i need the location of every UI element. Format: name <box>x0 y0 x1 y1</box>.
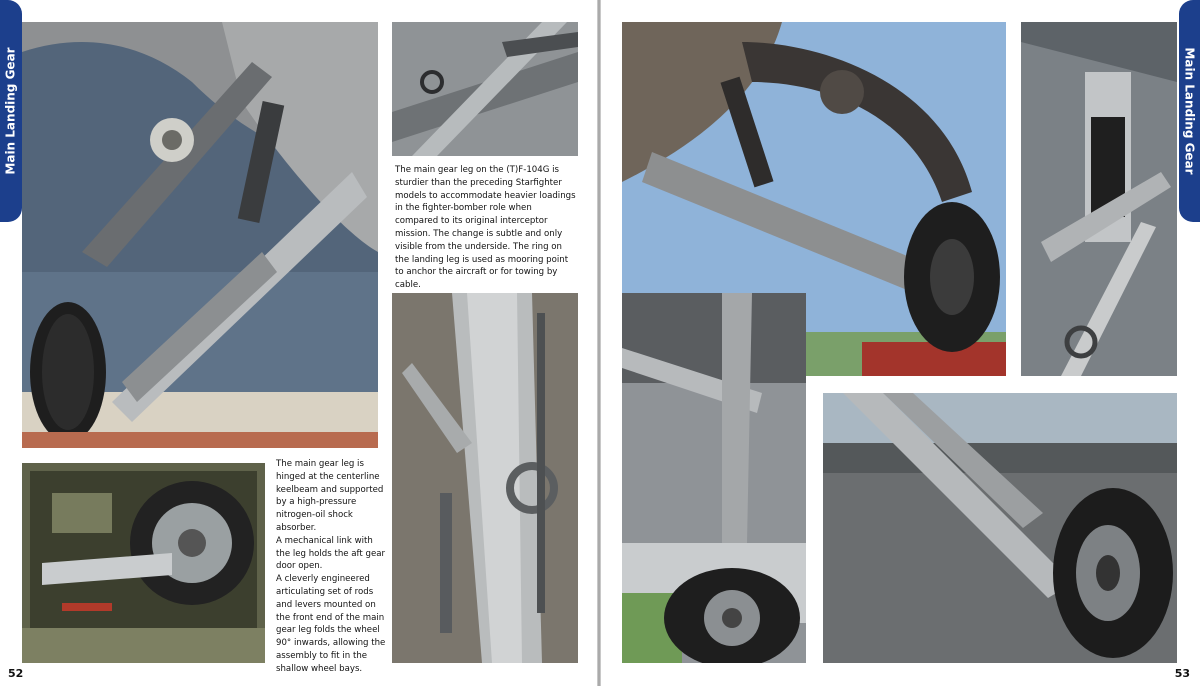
section-tab-right <box>1179 0 1200 222</box>
section-tab-left <box>0 0 22 222</box>
right-page <box>601 0 1200 686</box>
section-tab-label: Main Landing Gear <box>4 47 18 175</box>
photo-gear-ring-closeup <box>392 22 578 156</box>
photo-wheel-bay <box>22 463 265 663</box>
photo-gear-leg-front <box>622 293 806 663</box>
caption-gear-leg-hinge: The main gear leg is hinged at the centerline keelbeam and supported by a high-pressure nitrogen-oil shock absorber. A mechanical link with the leg holds the aft gear door open. A cleverly engineered articulating set of rods and levers mounted on the front end of the main gear leg folds the wheel 90° inwards, allowing the assembly to fit in the shallow wheel bays. <box>276 459 386 674</box>
caption-gear-leg-strength: The main gear leg on the (T)F-104G is sturdier than the preceding Starfighter models to accommodate heavier loadings in the fighter-bomber role when compared to its original interceptor mission. The change is subtle and only visible from the underside. The ring on the landing leg is used as mooring point to anchor the aircraft or for towing by cable. <box>395 165 576 291</box>
section-tab-label-right: Main Landing Gear <box>1183 47 1197 175</box>
page-number-left: 52 <box>8 667 24 680</box>
left-page <box>0 0 598 686</box>
photo-shock-absorber <box>1021 22 1177 376</box>
photo-gear-tarmac <box>823 393 1177 663</box>
photo-gear-underside <box>392 293 578 663</box>
page-number-right: 53 <box>1174 667 1190 680</box>
photo-main-gear-side <box>22 22 378 448</box>
